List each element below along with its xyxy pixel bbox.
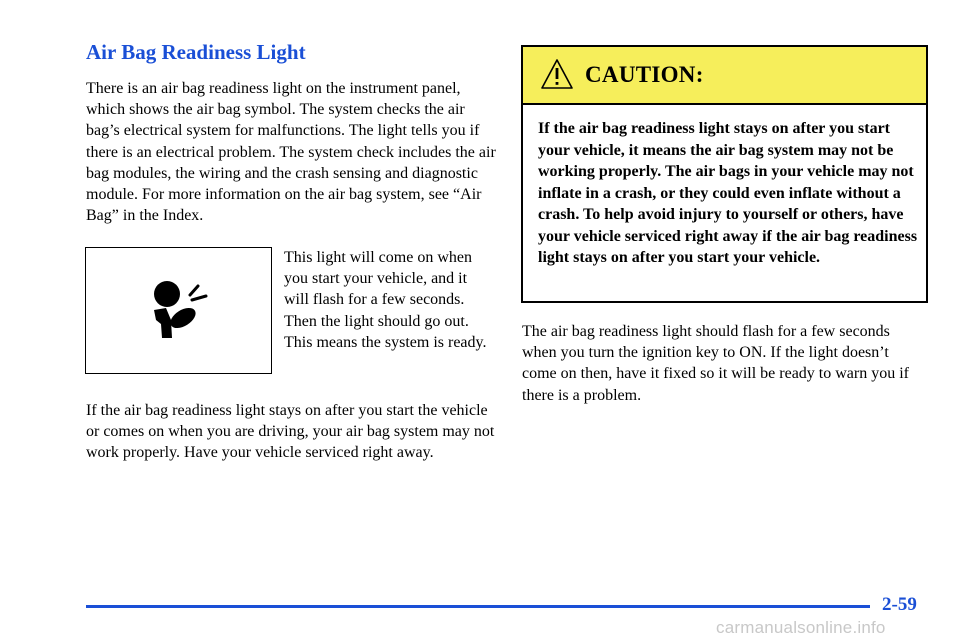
light-note-paragraph: This light will come on when you start your vehicle, and it will flash for a few seconds. Then the light should go out. This means the system is ready. <box>284 249 487 351</box>
caution-title: CAUTION: <box>585 62 704 87</box>
footer-rule <box>86 605 870 608</box>
watermark-text: carmanualsonline.info <box>716 618 886 637</box>
caution-box <box>521 45 928 303</box>
stays-on-paragraph: If the air bag readiness light stays on after you start the vehicle or comes on when you are driving, your air bag system may not work properly. Have your vehicle serviced right away. <box>86 402 495 462</box>
section-heading: Air Bag Readiness Light <box>86 40 306 64</box>
airbag-symbol-box <box>85 247 272 374</box>
warning-triangle-icon <box>539 57 575 91</box>
flash-note-paragraph: The air bag readiness light should flash for a few seconds when you turn the ignition key to ON. If the light doesn’t come on then, have it fixed so it will be ready to warn you if there is a problem. <box>522 323 910 404</box>
airbag-occupant-icon <box>148 278 212 342</box>
page-number: 2-59 <box>882 594 917 615</box>
caution-header <box>523 47 926 105</box>
intro-paragraph: There is an air bag readiness light on the instrument panel, which shows the air bag symbol. The system checks the air bag’s electrical system for malfunctions. The light tells you if there is an electrical problem. The system check includes the air bag modules, the wiring and the crash sensing and diagnostic module. For more information on the air bag system, see “Air Bag” in the Index. <box>86 80 496 225</box>
caution-text: If the air bag readiness light stays on after you start your vehicle, it means the air bag system may not be working properly. The air bags in your vehicle may not inflate in a crash, or they could even inflate without a crash. To help avoid injury to yourself or others, have your vehicle serviced right away if the air bag readiness light stays on after you start your vehicle. <box>538 120 918 266</box>
